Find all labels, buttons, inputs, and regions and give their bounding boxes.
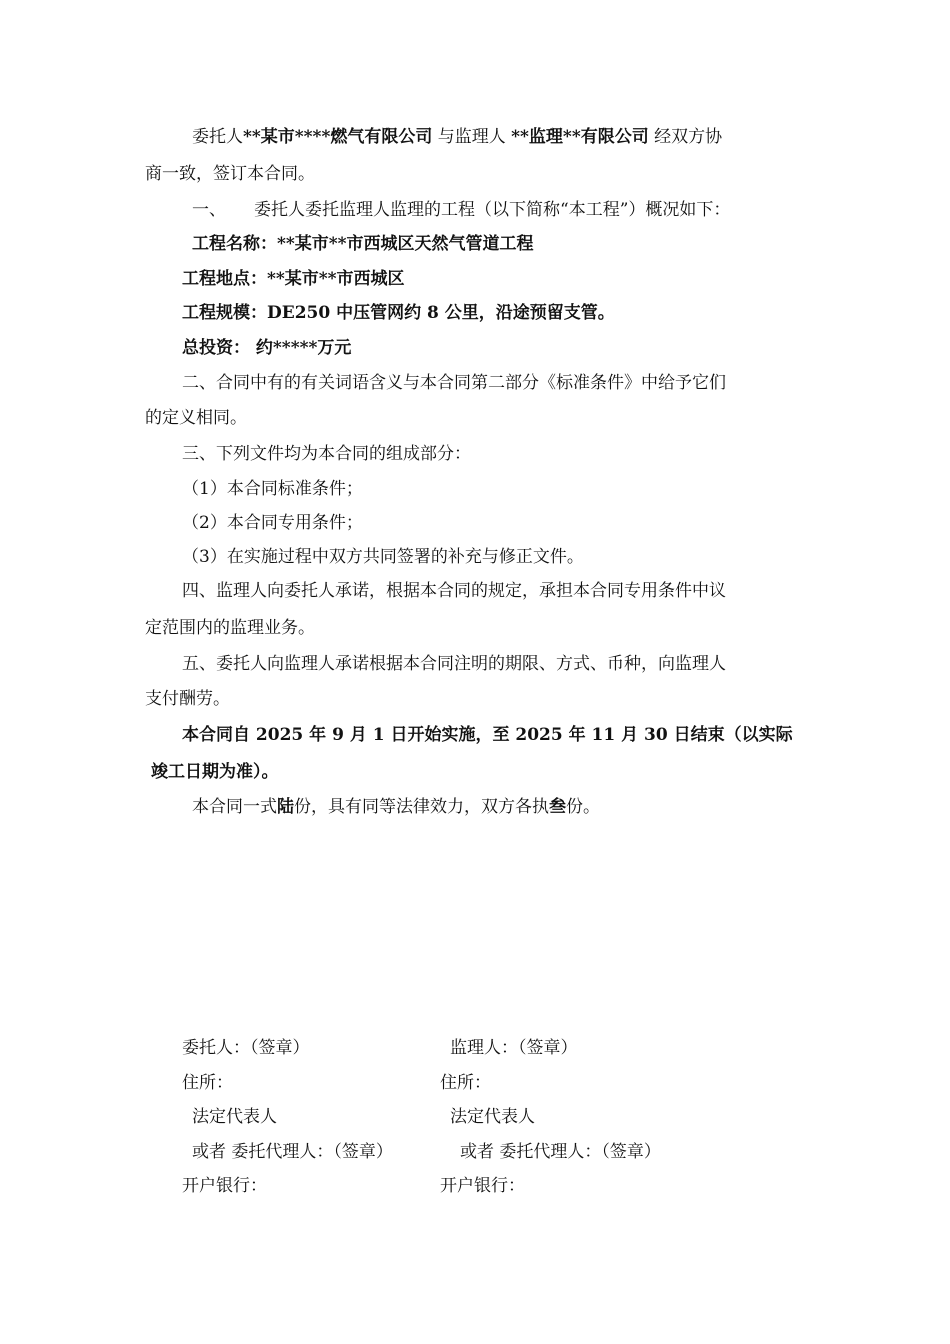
copies-text-c: 份，具有同等法律效力，双方各执 [294,797,549,817]
project-scale: 工程规模：DE250 中压管网约 8 公里，沿途预留支管。 [182,303,615,323]
intro-paragraph-line-1 [192,126,722,148]
supervisor-authorized-agent: 或者 委托代理人：（签章） [460,1142,661,1162]
copies-each: 叁 [549,797,566,817]
section-5-line-1: 五、委托人向监理人承诺根据本合同注明的期限、方式、币种，向监理人 [182,654,726,674]
client-name: **某市****燃气有限公司 [243,127,433,147]
section-3-item: （3）在实施过程中双方共同签署的补充与修正文件。 [182,547,584,567]
section-4-line-1: 四、监理人向委托人承诺，根据本合同的规定，承担本合同专用条件中议 [182,581,726,601]
section-4-line-2: 定范围内的监理业务。 [145,618,315,638]
copies-clause [192,796,600,818]
client-address: 住所： [182,1073,233,1093]
client-signature: 委托人：（签章） [182,1038,310,1058]
section-1-heading [192,199,730,221]
intro-middle: 与监理人 [432,127,512,147]
supervisor-legal-representative: 法定代表人 [450,1107,535,1127]
section-1-text: 委托人委托监理人监理的工程（以下简称“本工程”）概况如下： [254,200,731,220]
supervisor-address: 住所： [440,1073,491,1093]
client-bank: 开户银行： [182,1176,267,1196]
term-line-1: 本合同自 2025 年 9 月 1 日开始实施，至 2025 年 11 月 30 日结束（以实际 [182,725,793,745]
section-2-line-2: 的定义相同。 [145,408,247,428]
section-3-item: （2）本合同专用条件； [182,513,363,533]
section-5-line-2: 支付酬劳。 [145,689,230,709]
section-3-item: （1）本合同标准条件； [182,479,363,499]
project-investment: 总投资： 约*****万元 [182,338,352,358]
section-2-line-1: 二、合同中有的有关词语含义与本合同第二部分《标准条件》中给予它们 [182,373,726,393]
intro-prefix: 委托人 [192,127,243,147]
supervisor-signature: 监理人：（签章） [450,1038,578,1058]
copies-text-a: 本合同一式 [192,797,277,817]
section-1-number: 一、 [192,200,226,220]
copies-count: 陆 [277,797,294,817]
project-name: 工程名称：**某市**市西城区天然气管道工程 [192,234,534,254]
copies-text-e: 份。 [566,797,600,817]
client-authorized-agent: 或者 委托代理人：（签章） [192,1142,393,1162]
supervisor-name: **监理**有限公司 [511,127,649,147]
section-3-heading: 三、下列文件均为本合同的组成部分： [182,444,471,464]
supervisor-bank: 开户银行： [440,1176,525,1196]
project-location: 工程地点：**某市**市西城区 [182,269,405,289]
client-legal-representative: 法定代表人 [192,1107,277,1127]
intro-suffix: 经双方协 [648,127,723,147]
term-line-2: 竣工日期为准）。 [151,762,279,782]
intro-paragraph-line-2: 商一致，签订本合同。 [145,164,315,184]
